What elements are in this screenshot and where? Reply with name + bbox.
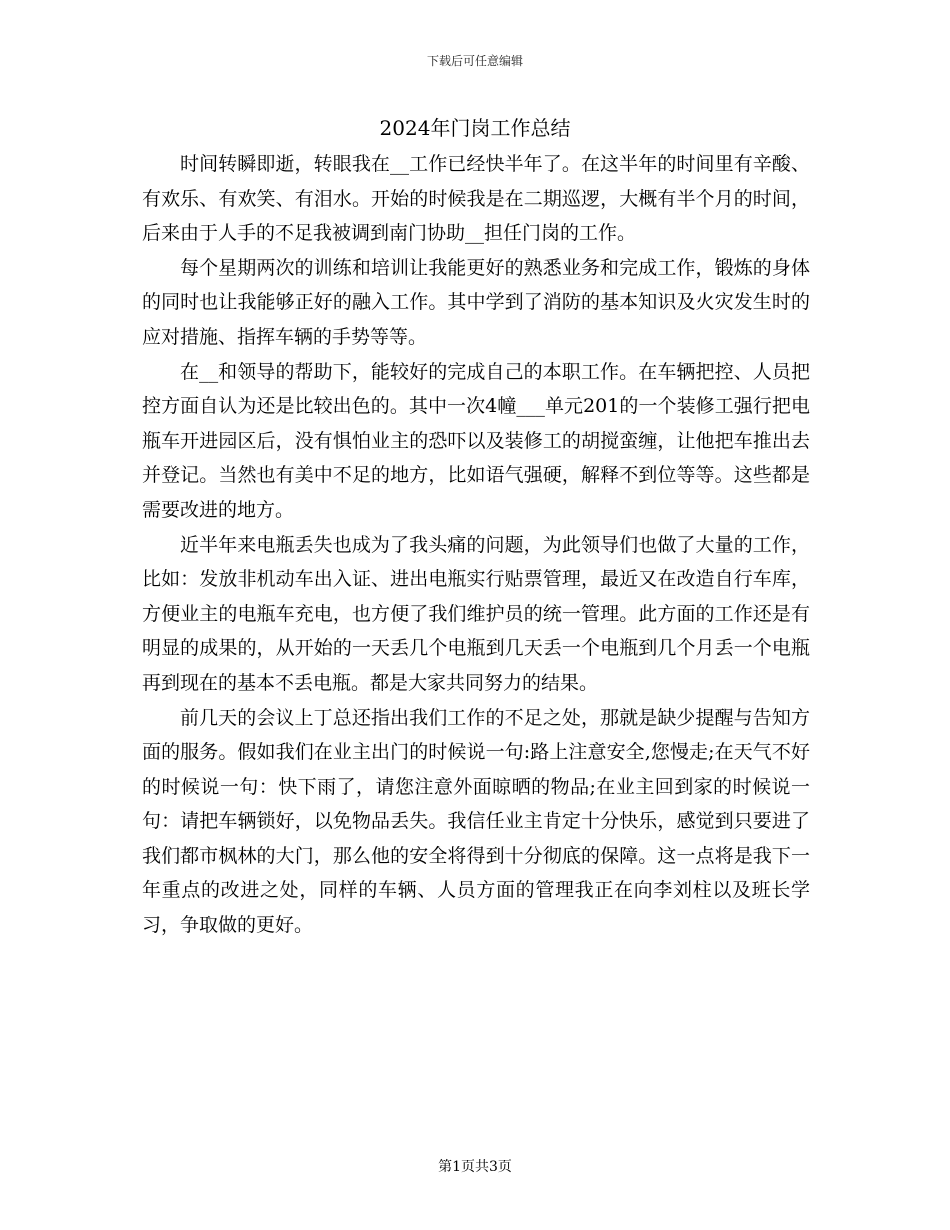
paragraph: 前几天的会议上丁总还指出我们工作的不足之处，那就是缺少提醒与告知方面的服务。假如我们在业主出门的时候说一句:路上注意安全,您慢走;在天气不好的时候说一句：快下雨了，请您注意外面晾晒的物品;在业主回到家的时候说一句：请把车辆锁好，以免物品丢失。我信任业主肯定十分快乐，感觉到只要进了我们都市枫林的大门，那么他的安全将得到十分彻底的保障。这一点将是我下一年重点的改进之处，同样的车辆、人员方面的管理我正在向李刘柱以及班长学习，争取做的更好。 bbox=[142, 706, 810, 937]
document-title: 2024年门岗工作总结 bbox=[379, 116, 571, 140]
page-number: 第1页共3页 bbox=[438, 1159, 512, 1175]
paragraph: 每个星期两次的训练和培训让我能更好的熟悉业务和完成工作，锻炼的身体的同时也让我能够正好的融入工作。其中学到了消防的基本知识及火灾发生时的应对措施、指挥车辆的手势等等。 bbox=[142, 256, 810, 348]
document-body bbox=[142, 147, 810, 943]
paragraph: 近半年来电瓶丢失也成为了我头痛的问题，为此领导们也做了大量的工作，比如：发放非机动车出入证、进出电瓶实行贴票管理，最近又在改造自行车库，方便业主的电瓶车充电，也方便了我们维护员的统一管理。此方面的工作还是有明显的成果的，从开始的一天丢几个电瓶到几天丢一个电瓶到几个月丢一个电瓶再到现在的基本不丢电瓶。都是大家共同努力的结果。 bbox=[142, 533, 810, 694]
paragraph: 时间转瞬即逝，转眼我在__工作已经快半年了。在这半年的时间里有辛酸、有欢乐、有欢笑、有泪水。开始的时候我是在二期巡逻，大概有半个月的时间，后来由于人手的不足我被调到南门协助__担任门岗的工作。 bbox=[142, 153, 810, 245]
page-header-note: 下载后可任意编辑 bbox=[426, 54, 523, 68]
paragraph: 在__和领导的帮助下，能较好的完成自己的本职工作。在车辆把控、人员把控方面自认为还是比较出色的。其中一次4幢___单元201的一个装修工强行把电瓶车开进园区后，没有惧怕业主的恐吓以及装修工的胡搅蛮缠，让他把车推出去并登记。当然也有美中不足的地方，比如语气强硬，解释不到位等等。这些都是需要改进的地方。 bbox=[142, 360, 810, 521]
